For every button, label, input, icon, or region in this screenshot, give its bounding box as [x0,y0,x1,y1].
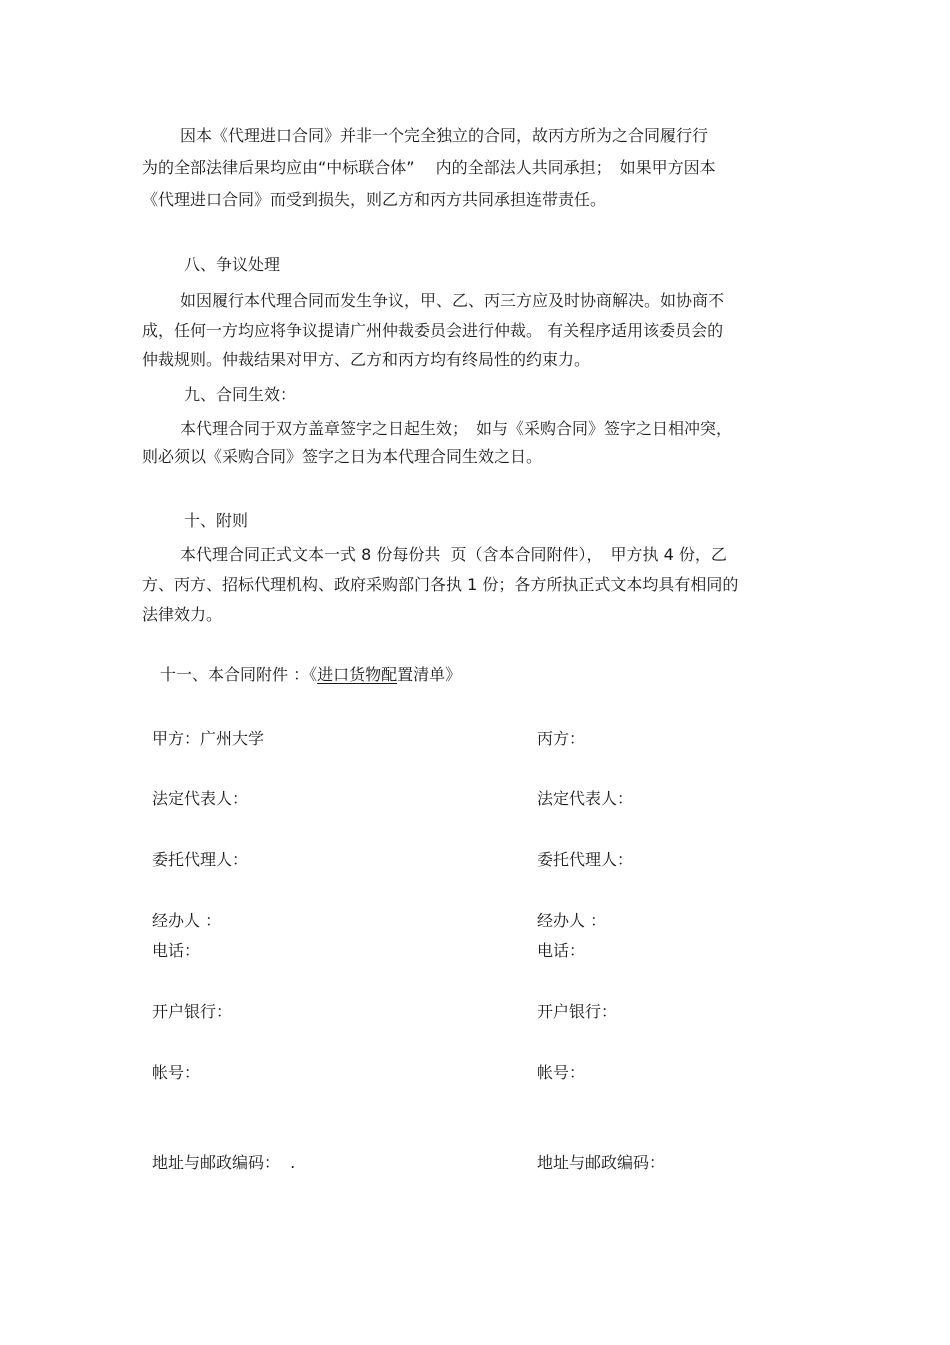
party-c-account: 帐号： [537,1063,586,1082]
party-c-address: 地址与邮政编码： [537,1153,666,1172]
section-x-line-2: 方、丙方、招标代理机构、政府采购部门各执 1 份；各方所执正式文本均具有相同的 [142,575,739,594]
party-a-name: 甲方：广州大学 [152,729,265,748]
section-xi-attachment [160,665,461,685]
section-ix-line-2: 则必须以《采购合同》签字之日为本代理合同生效之日。 [142,447,543,466]
party-a-address: 地址与邮政编码： . [152,1153,296,1172]
attachment-suffix: 置清单》 [397,665,462,684]
attachment-prefix: 十一、本合同附件 ：《 [160,665,318,684]
section-x-heading: 十、附则 [184,511,249,530]
section-vii-line-2: 为的全部法律后果均应由“中标联合体” 内的全部法人共同承担； 如果甲方因本 [142,158,716,177]
section-viii-line-2: 成，任何一方均应将争议提请广州仲裁委员会进行仲裁。 有关程序适用该委员会的 [142,321,724,340]
section-ix-line-1: 本代理合同于双方盖章签字之日起生效； 如与《采购合同》签字之日相冲突， [180,419,733,438]
party-a-agent: 委托代理人： [152,850,249,869]
party-a-bank: 开户银行： [152,1002,233,1021]
party-c-handler: 经办人 ： [537,911,607,930]
party-c-name: 丙方： [537,729,586,748]
section-vii-line-1: 因本《代理进口合同》并非一个完全独立的合同，故丙方所为之合同履行行 [180,126,709,145]
section-x-line-1: 本代理合同正式文本一式 8 份每份共 页（含本合同附件）， 甲方执 4 份，乙 [180,545,727,564]
attachment-underlined-text: 进口货物配 [317,665,398,684]
section-viii-line-1: 如因履行本代理合同而发生争议，甲、乙、丙三方应及时协商解决。如协商不 [180,291,725,310]
section-x-line-3: 法律效力。 [142,605,223,624]
party-c-legal-rep: 法定代表人： [537,789,634,808]
section-ix-heading: 九、合同生效： [184,385,297,404]
party-c-phone: 电话： [537,941,586,960]
section-viii-line-3: 仲裁规则。仲裁结果对甲方、乙方和丙方均有终局性的约束力。 [142,350,591,369]
section-viii-heading: 八、争议处理 [184,255,281,274]
party-a-legal-rep: 法定代表人： [152,789,249,808]
party-a-account: 帐号： [152,1063,201,1082]
party-a-handler: 经办人 ： [152,911,222,930]
section-vii-line-3: 《代理进口合同》而受到损失，则乙方和丙方共同承担连带责任。 [142,190,607,209]
party-a-phone: 电话： [152,941,201,960]
party-c-bank: 开户银行： [537,1002,618,1021]
party-c-agent: 委托代理人： [537,850,634,869]
